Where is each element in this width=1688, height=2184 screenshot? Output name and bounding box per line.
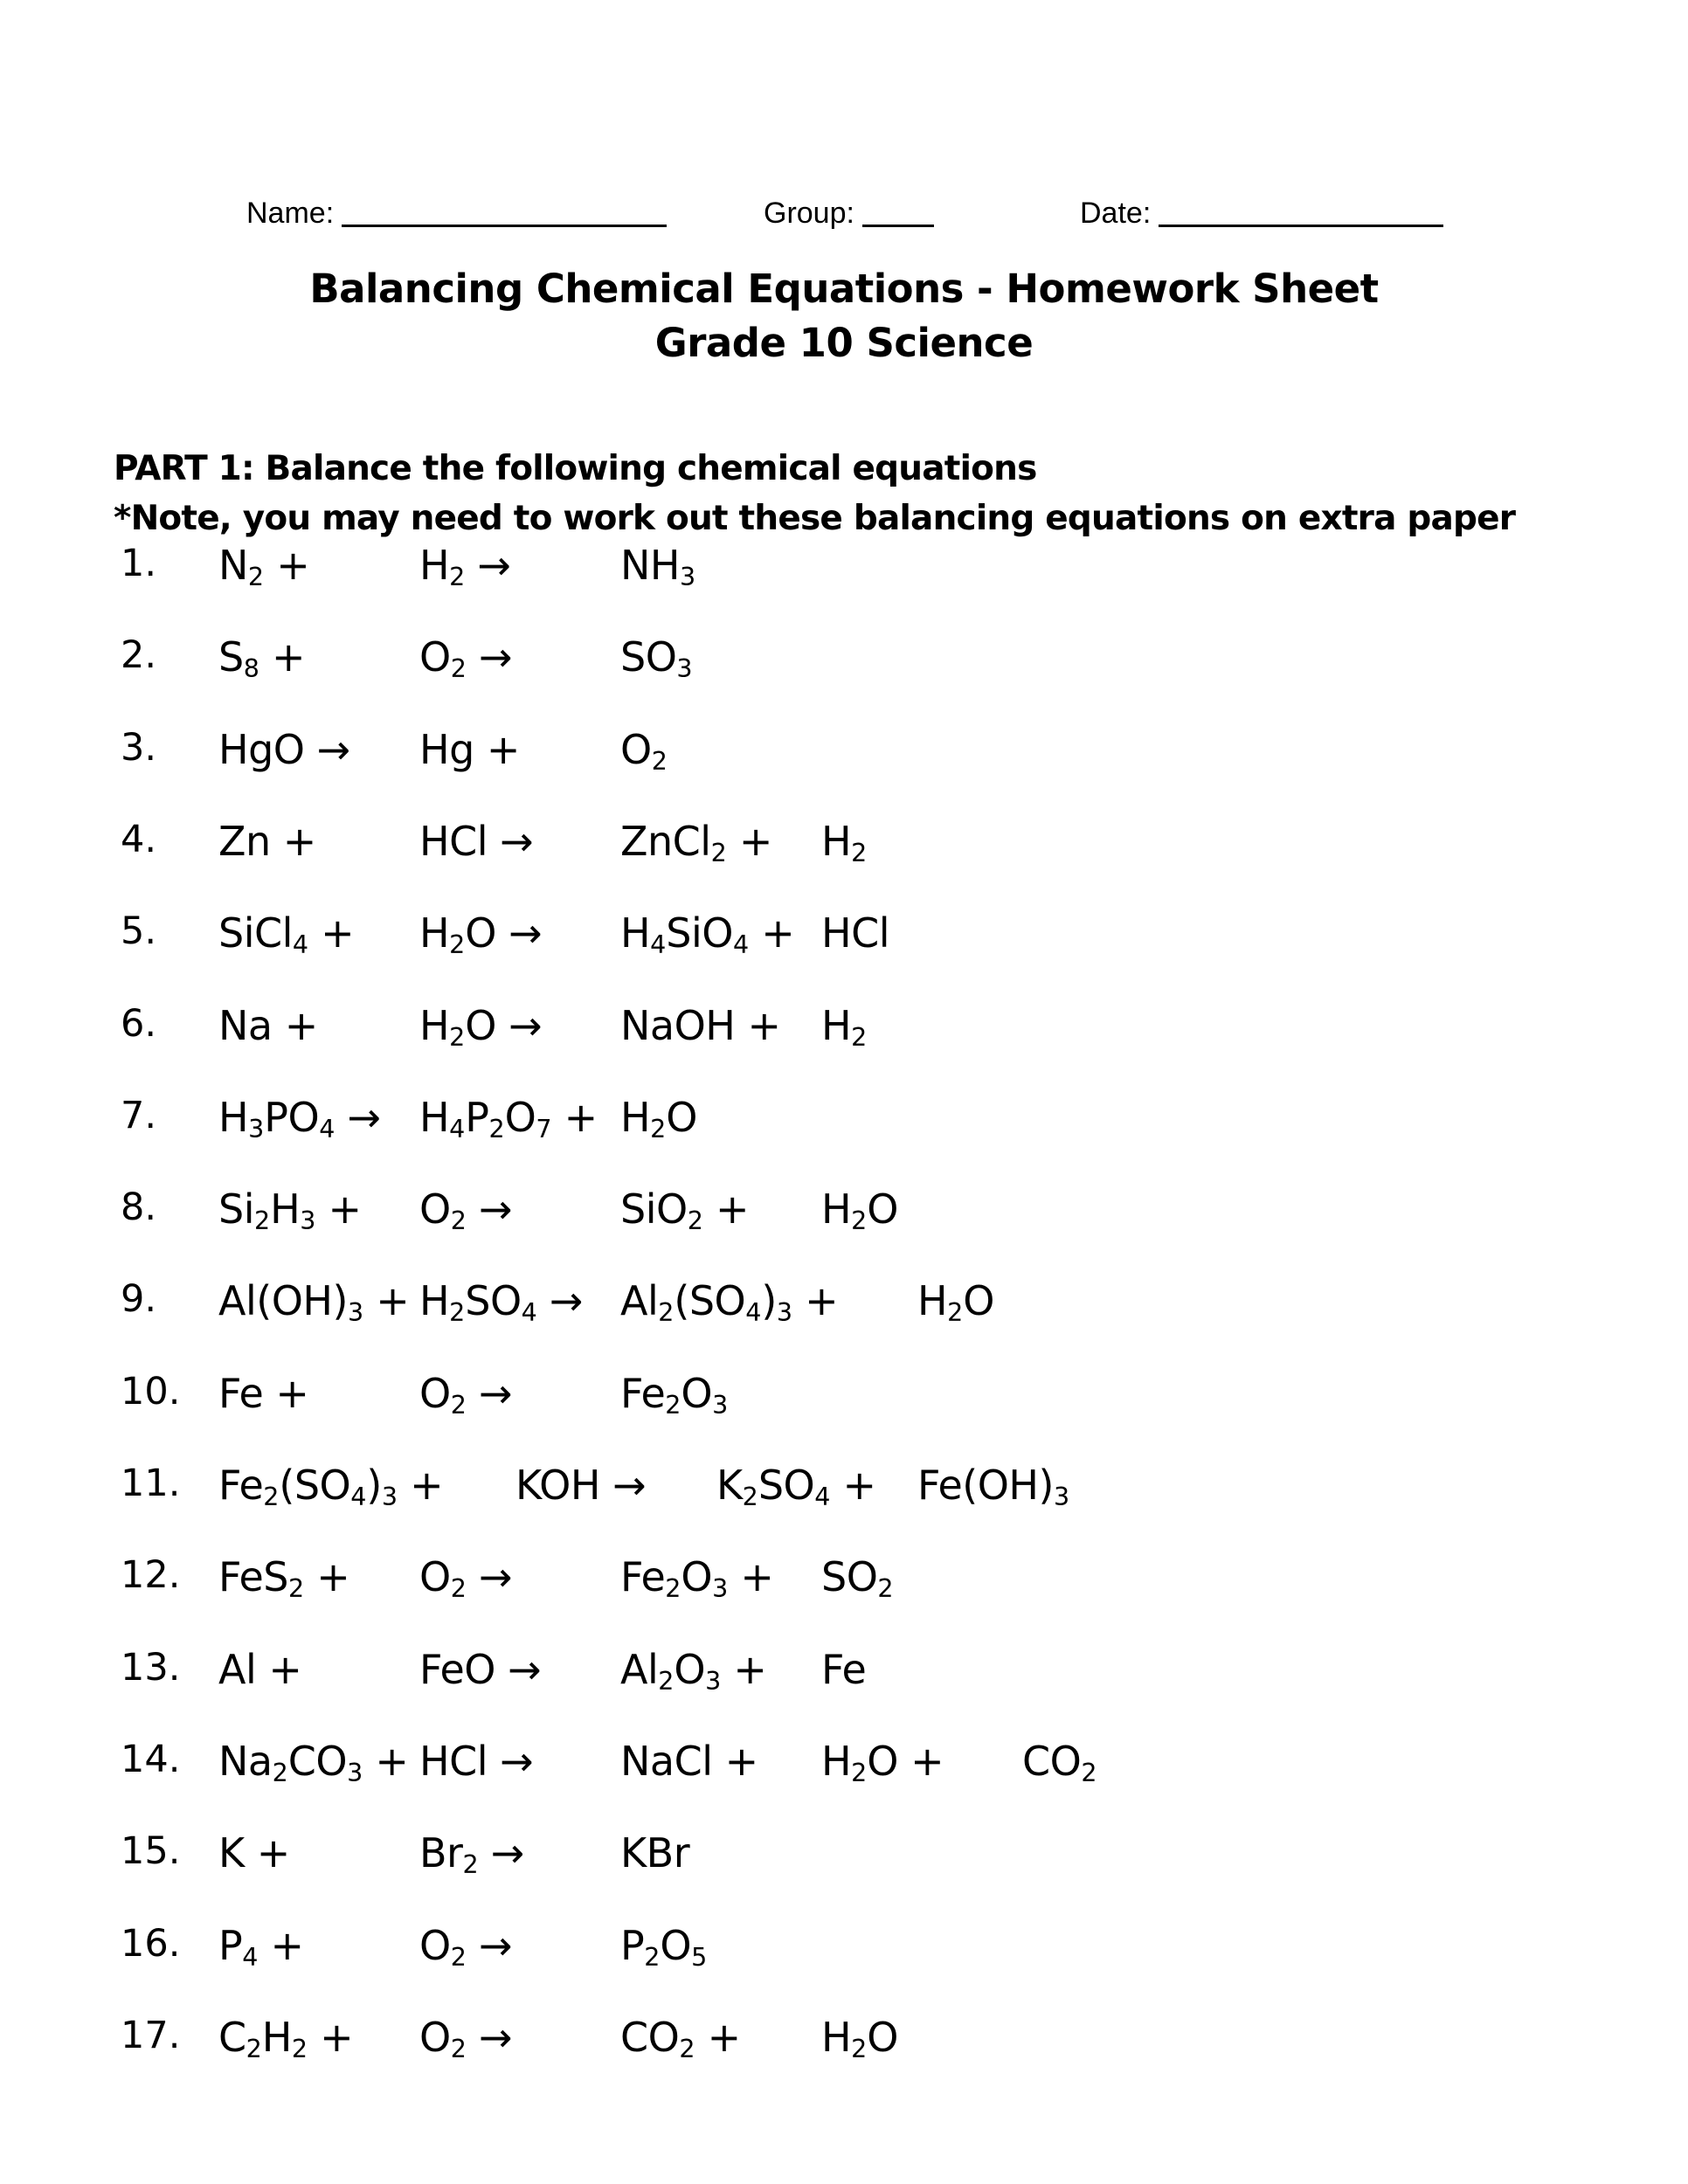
equation-term: HCl	[821, 909, 889, 957]
equation-term: $H_2$	[821, 818, 868, 867]
equation-term: KBr	[620, 1829, 690, 1876]
equation-number: 6.	[121, 1002, 157, 1046]
equation-row	[0, 2014, 1688, 2078]
equation-term: $O_2$ →	[419, 1185, 513, 1235]
equation-term: KOH →	[515, 1462, 647, 1509]
equation-term: FeO →	[419, 1646, 542, 1693]
equation-term: K +	[218, 1829, 290, 1876]
equation-term: FeS$_2$ +	[218, 1553, 350, 1603]
equation-number: 3.	[121, 726, 157, 770]
equation-row	[0, 1922, 1688, 1987]
equation-row	[0, 1002, 1688, 1067]
equation-row	[0, 1094, 1688, 1158]
part1-heading: PART 1: Balance the following chemical equations	[114, 449, 1037, 488]
equation-term: NaOH +	[620, 1002, 781, 1049]
equation-term: $CO_2$ +	[620, 2014, 741, 2063]
equation-term: $H_2O$	[821, 1185, 898, 1235]
equation-term: SiO$_2$ +	[620, 1185, 750, 1235]
equation-number: 16.	[121, 1922, 181, 1966]
equation-term: $H_2O$	[917, 1277, 994, 1327]
equation-row	[0, 1370, 1688, 1434]
equation-row	[0, 542, 1688, 606]
equation-number: 13.	[121, 1646, 181, 1690]
equation-term: $CO_2$	[1022, 1738, 1097, 1787]
date-label: Date:	[1080, 197, 1152, 230]
equation-row	[0, 633, 1688, 698]
equation-row	[0, 1462, 1688, 1526]
equation-term: $Br_2$ →	[419, 1829, 524, 1879]
equation-term: $H_3PO_4$ →	[218, 1094, 381, 1144]
equation-term: $NH_3$	[620, 542, 696, 591]
equation-term: $H_2$	[821, 1002, 868, 1052]
equation-term: Zn +	[218, 818, 316, 865]
part1-note: *Note, you may need to work out these balancing equations on extra paper	[114, 499, 1516, 538]
equation-number: 10.	[121, 1370, 181, 1413]
equation-term: $H_4P_2O_7$ +	[419, 1094, 598, 1144]
equation-term: HgO →	[218, 726, 350, 773]
equation-row	[0, 1185, 1688, 1250]
equation-term: $P_4$ +	[218, 1922, 304, 1972]
equation-term: Na +	[218, 1002, 318, 1049]
equation-term: $Fe_2O_3$	[620, 1370, 729, 1420]
name-label: Name:	[246, 197, 335, 230]
equation-term: $O_2$ →	[419, 633, 513, 683]
equation-term: $H_2SO_4$ →	[419, 1277, 583, 1327]
equation-term: $SO_3$	[620, 633, 693, 683]
equation-term: $O_2$ →	[419, 1922, 513, 1972]
equation-term: $O_2$	[620, 726, 668, 776]
equation-term: $H_2O$ +	[821, 1738, 944, 1787]
equation-term: $H_2O$	[620, 1094, 697, 1144]
equation-term: $H_2O$	[821, 2014, 898, 2063]
equation-term: Hg +	[419, 726, 520, 773]
equation-row	[0, 909, 1688, 974]
equation-term: $O_2$ →	[419, 1370, 513, 1420]
equation-row	[0, 1553, 1688, 1618]
equation-term: $H_2O$ →	[419, 1002, 543, 1052]
equation-term: Al +	[218, 1646, 302, 1693]
equation-term: $SO_2$	[821, 1553, 894, 1603]
equation-row	[0, 818, 1688, 882]
equation-number: 2.	[121, 633, 157, 677]
equation-number: 14.	[121, 1738, 181, 1781]
equation-term: $Fe_2(SO_4)_3$ +	[218, 1462, 444, 1511]
equation-term: HCl →	[419, 1738, 534, 1785]
title-line-2: Grade 10 Science	[654, 320, 1034, 366]
equation-term: SiCl$_4$ +	[218, 909, 355, 959]
equation-term: $P_2O_5$	[620, 1922, 708, 1972]
equation-term: ZnCl$_2$ +	[620, 818, 772, 867]
equation-term: NaCl +	[620, 1738, 758, 1785]
equation-row	[0, 726, 1688, 791]
equation-term: $H_4SiO_4$ +	[620, 909, 795, 959]
equation-number: 12.	[121, 1553, 181, 1597]
equation-term: $H_2$ →	[419, 542, 511, 591]
equation-term: Fe	[821, 1646, 867, 1693]
equation-term: $O_2$ →	[419, 1553, 513, 1603]
group-label: Group:	[764, 197, 854, 230]
equation-number: 11.	[121, 1462, 181, 1505]
equation-row	[0, 1738, 1688, 1802]
equation-term: $Na_2CO_3$ +	[218, 1738, 409, 1787]
equation-term: $Al_2(SO_4)_3$ +	[620, 1277, 839, 1327]
equation-term: $C_2H_2$ +	[218, 2014, 354, 2063]
equation-number: 8.	[121, 1185, 157, 1229]
equation-term: HCl →	[419, 818, 534, 865]
equation-number: 17.	[121, 2014, 181, 2057]
equation-term: $H_2O$ →	[419, 909, 543, 959]
equation-term: $S_8$ +	[218, 633, 306, 683]
equation-number: 5.	[121, 909, 157, 953]
equation-term: Fe +	[218, 1370, 309, 1417]
equation-row	[0, 1277, 1688, 1342]
equation-term: $K_2SO_4$ +	[716, 1462, 876, 1511]
equation-term: $Al(OH)_3$ +	[218, 1277, 410, 1327]
equation-number: 1.	[121, 542, 157, 585]
title-line-1: Balancing Chemical Equations - Homework Sheet	[309, 266, 1379, 312]
equation-term: $Al_2O_3$ +	[620, 1646, 767, 1696]
equation-number: 9.	[121, 1277, 157, 1321]
equation-number: 15.	[121, 1829, 181, 1873]
equation-number: 4.	[121, 818, 157, 861]
equation-term: $Si_2H_3$ +	[218, 1185, 362, 1235]
equation-term: $O_2$ →	[419, 2014, 513, 2063]
equation-row	[0, 1646, 1688, 1711]
equation-number: 7.	[121, 1094, 157, 1137]
equation-term: $Fe(OH)_3$	[917, 1462, 1070, 1511]
equation-term: $Fe_2O_3$ +	[620, 1553, 774, 1603]
equation-term: $N_2$ +	[218, 542, 310, 591]
equation-row	[0, 1829, 1688, 1894]
